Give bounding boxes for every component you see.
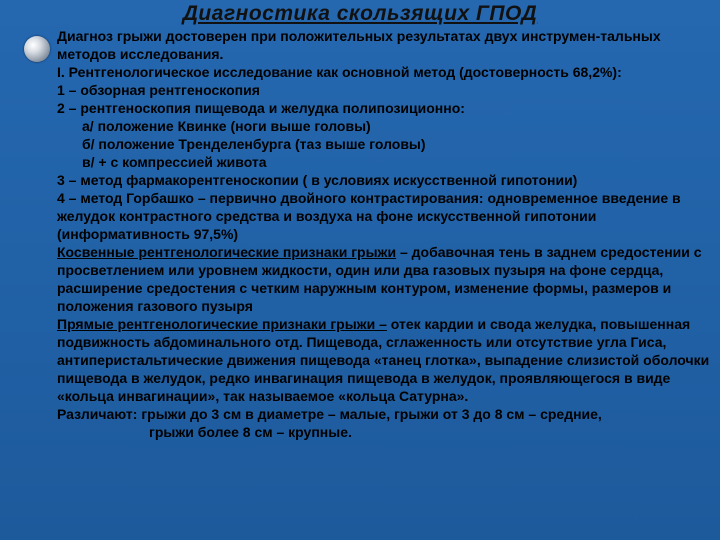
indirect-signs xyxy=(57,243,719,315)
slide-title: Диагностика скользящих ГПОД xyxy=(182,2,538,25)
distinguish-line-1: Различают: грыжи до 3 см в диаметре – малые, грыжи от 3 до 8 см – средние, xyxy=(57,406,602,422)
item-1: 1 – обзорная рентгеноскопия xyxy=(57,82,260,98)
item-2c: в/ + с компрессией живота xyxy=(82,154,267,170)
direct-signs xyxy=(57,315,719,405)
direct-signs-text: отек кардии и свода желудка, повышенная подвижность абдоминального отд. Пищевода, сглаженность или отсутствие угла Гиса, антиперистальтические движения пищевода «танец глотка», выпадение слизистой оболочки пищевода в желудок, редко инвагинация пищевода в желудок, проявляющегося в виде «кольца инвагинации», так называемое «кольца Сатурна». xyxy=(57,316,710,404)
indirect-signs-label: Косвенные рентгенологические признаки грыжи xyxy=(57,244,397,260)
indirect-signs-text: – добавочная тень в заднем средостении с просветлением или уровнем жидкости, один или два газовых пузыря на фоне сердца, расширение средостения с четким наружным контуром, изменение формы, размеров и положения газового пузыря xyxy=(57,244,702,314)
intro-text: Диагноз грыжи достоверен при положительных результатах двух инструмен-тальных методов исследования. xyxy=(57,28,661,62)
item-2: 2 – рентгеноскопия пищевода и желудка полипозиционно: xyxy=(57,100,465,116)
item-2a: а/ положение Квинке (ноги выше головы) xyxy=(82,118,371,134)
sphere-bullet-icon xyxy=(24,36,50,62)
direct-signs-label: Прямые рентгенологические признаки грыжи – xyxy=(57,316,387,332)
item-3: 3 – метод фармакорентгеноскопии ( в условиях искусственной гипотонии) xyxy=(57,172,578,188)
item-4: 4 – метод Горбашко – первично двойного контрастирования: одновременное введение в желудок контрастного средства и воздуха на фоне искусственной гипотонии (информативность 97,5%) xyxy=(57,190,681,242)
item-2b: б/ положение Тренделенбурга (таз выше головы) xyxy=(82,136,426,152)
method-xray: I. Рентгенологическое исследование как основной метод (достоверность 68,2%): xyxy=(57,64,622,80)
distinguish-line-2: грыжи более 8 см – крупные. xyxy=(149,424,352,440)
slide-body xyxy=(57,27,719,441)
